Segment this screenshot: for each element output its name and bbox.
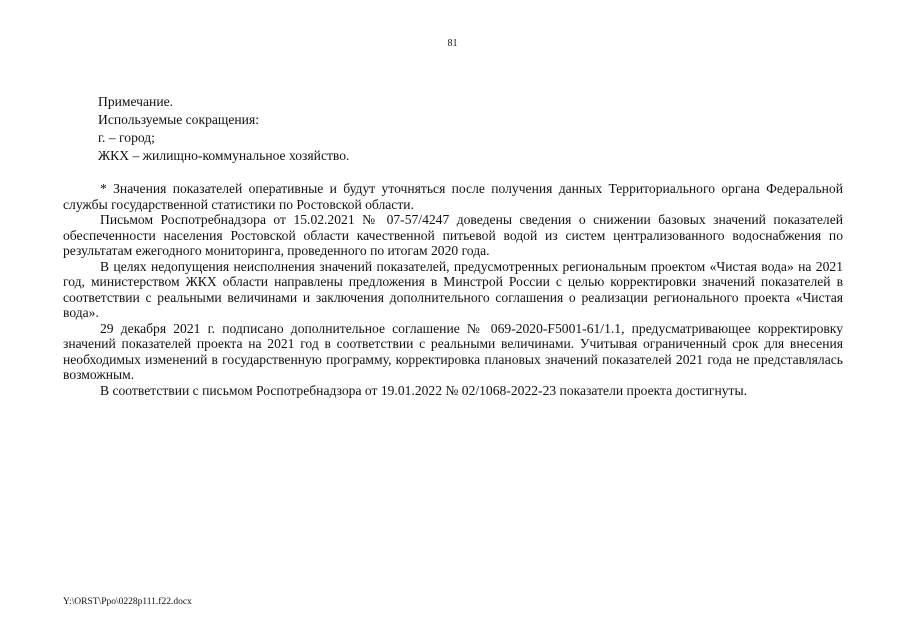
- body-text: [63, 181, 843, 398]
- abbreviation-item: г. – город;: [98, 130, 155, 145]
- paragraph-rospotrebnadzor-letter: Письмом Роспотребнадзора от 15.02.2021 № 07-57/4247 доведены сведения о снижении базовых значений показателей обеспеченности населения Ростовской области качественной питьевой водой из систем централизованного водоснабжения по результатам ежегодного мониторинга, проведенного по итогам 2020 года.: [63, 212, 843, 258]
- footer-file-path: Y:\ORST\Ppo\0228p111.f22.docx: [63, 597, 192, 607]
- abbreviations-heading: Используемые сокращения:: [98, 112, 259, 127]
- paragraph-conclusion: В соответствии с письмом Роспотребнадзора от 19.01.2022 № 02/1068-2022-23 показатели проекта достигнуты.: [100, 382, 747, 398]
- paragraph-footnote: * Значения показателей оперативные и будут уточняться после получения данных Территориального органа Федеральной службы государственной статистики по Ростовской области.: [63, 181, 843, 212]
- paragraph-additional-agreement: 29 декабря 2021 г. подписано дополнительное соглашение № 069-2020-F5001-61/1.1, предусматривающее корректировку значений показателей проекта на 2021 год в соответствии с реальными величинами. Учитывая ограниченный срок для внесения необходимых изменений в государственную программу, корректировка плановых значений показателей 2021 года не представлялась возможным.: [63, 320, 843, 382]
- note-block: [98, 93, 598, 165]
- abbreviation-item: ЖКХ – жилищно-коммунальное хозяйство.: [98, 148, 350, 163]
- note-title: Примечание.: [98, 94, 174, 109]
- paragraph-clean-water-project: В целях недопущения неисполнения значений показателей, предусмотренных региональным проектом «Чистая вода» на 2021 год, министерством ЖКХ области направлены предложения в Минстрой России с целью корректировки значений показателей в соответствии с реальными величинами и заключения дополнительного соглашения о реализации регионального проекта «Чистая вода».: [63, 258, 843, 320]
- page-number: 81: [447, 38, 458, 49]
